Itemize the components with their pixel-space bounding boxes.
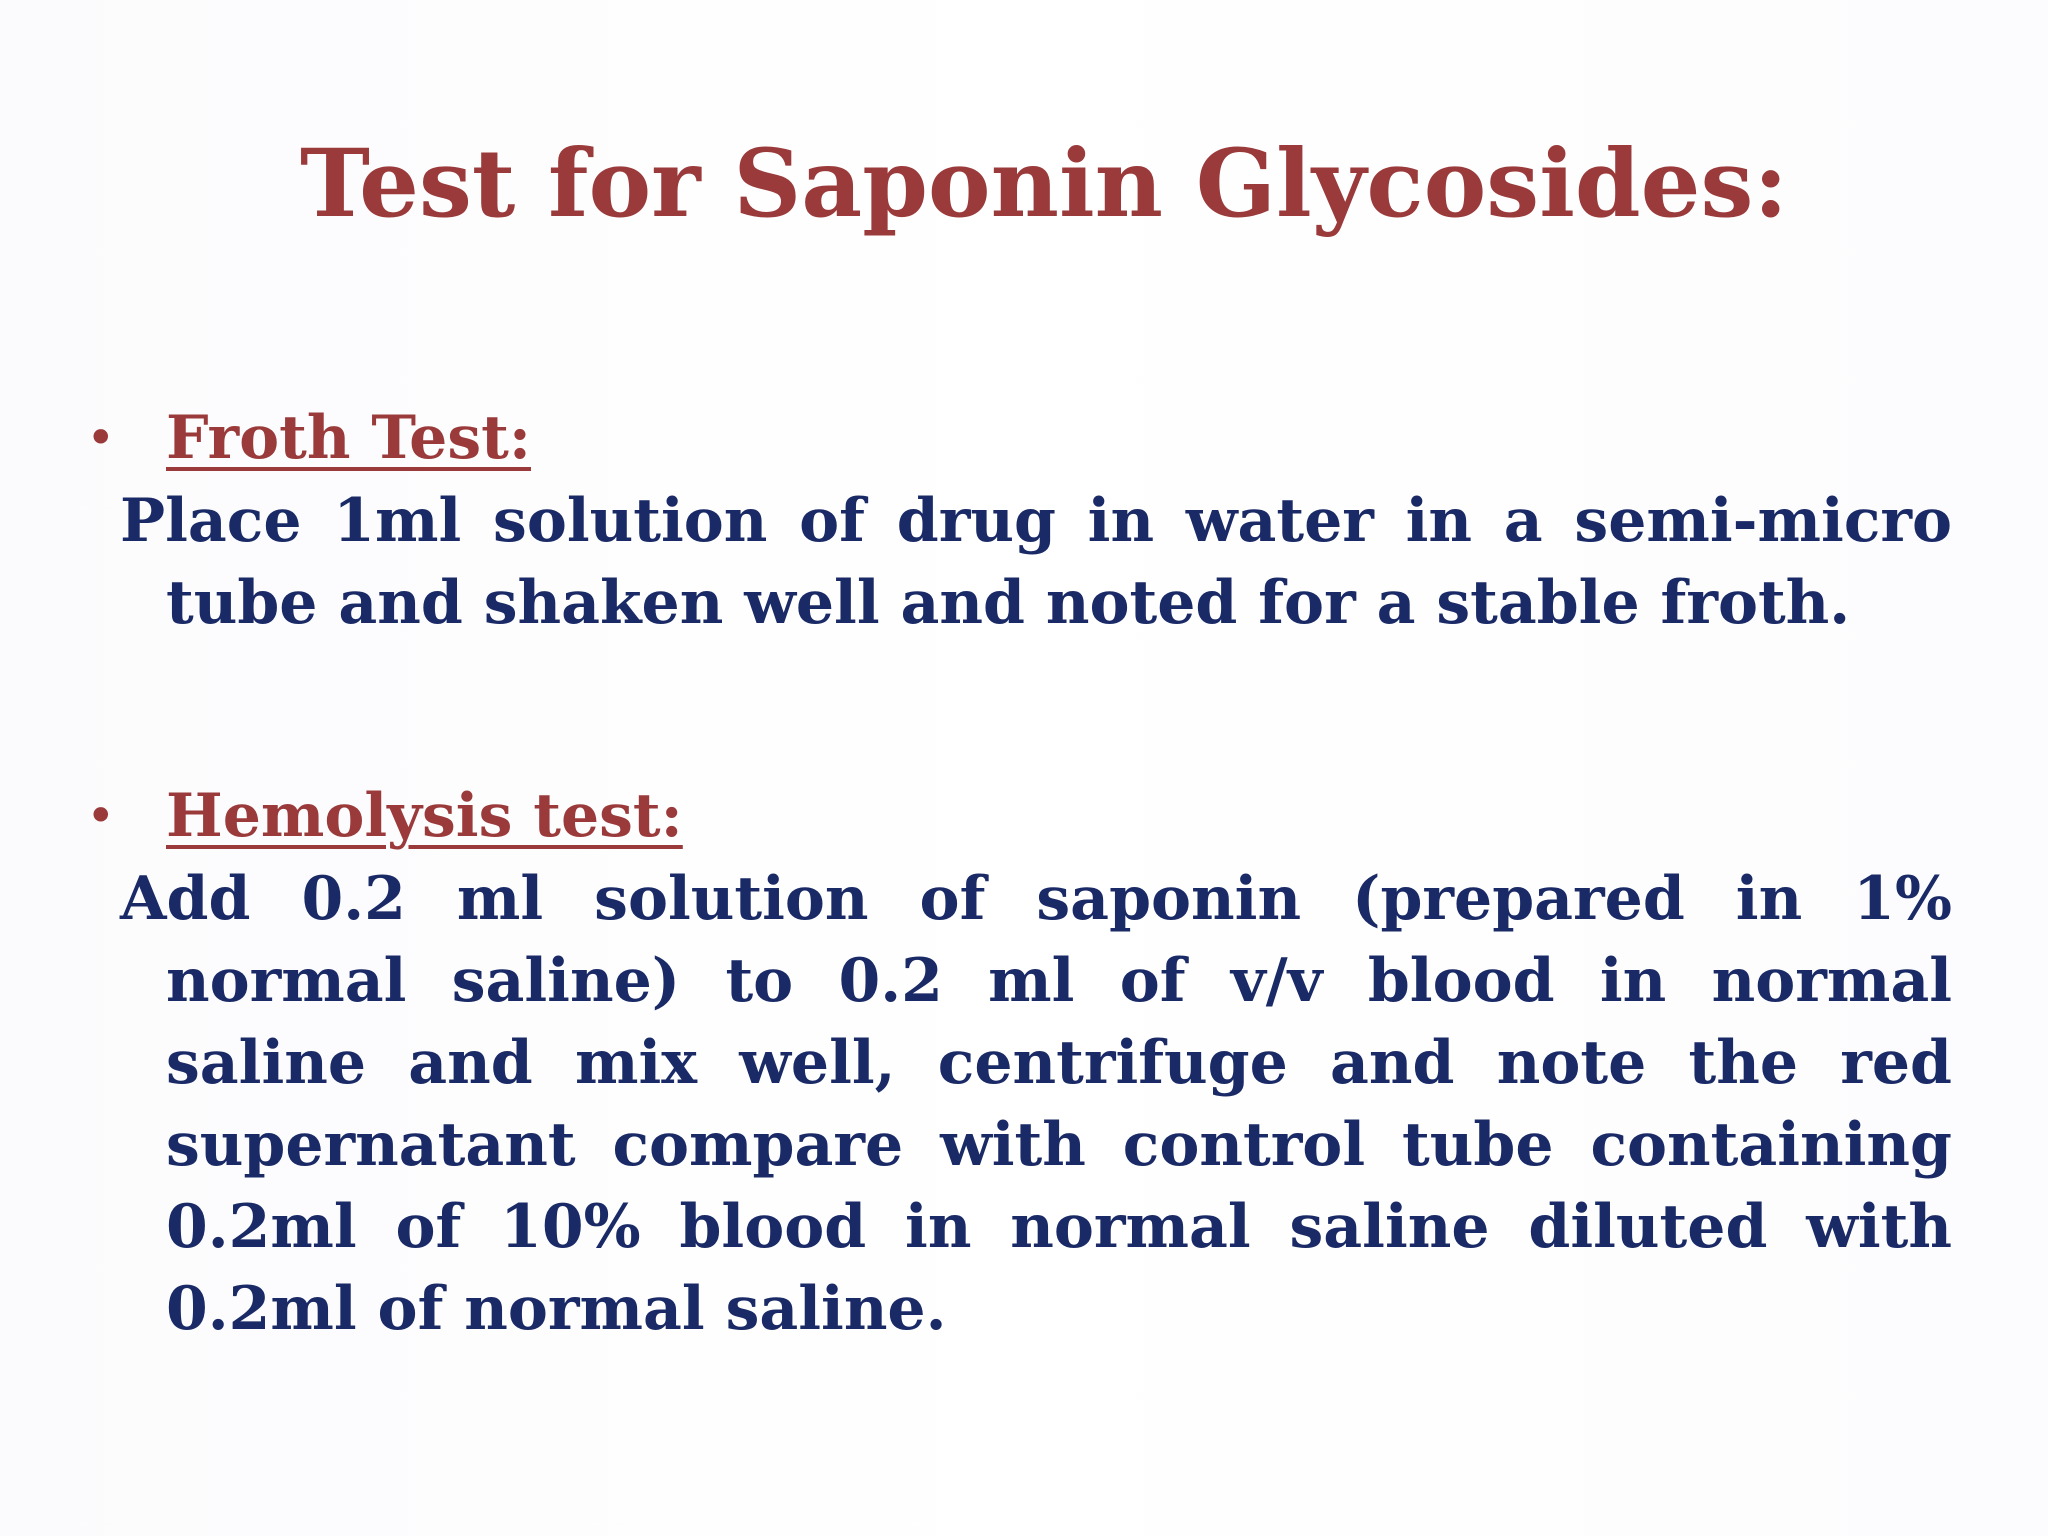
hemolysis-test-heading: Hemolysis test: bbox=[166, 781, 683, 851]
bullet-icon: • bbox=[86, 787, 116, 845]
hemolysis-test-section bbox=[0, 776, 2048, 1350]
froth-test-description: Place 1ml solution of drug in water in a semi-micro tube and shaken well and noted for a stable froth. bbox=[120, 486, 1952, 638]
froth-test-heading: Froth Test: bbox=[166, 403, 531, 473]
froth-test-section bbox=[0, 398, 2048, 644]
bullet-icon: • bbox=[86, 409, 116, 467]
hemolysis-test-bullet-row bbox=[0, 776, 2048, 856]
hemolysis-test-description: Add 0.2 ml solution of saponin (prepared in 1% normal saline) to 0.2 ml of v/v blood in normal saline and mix well, centrifuge and note the red supernatant compare with control tube containing 0.2ml of 10% blood in normal saline diluted with 0.2ml of normal saline. bbox=[120, 864, 1952, 1344]
froth-test-bullet-row bbox=[0, 398, 2048, 478]
slide-title: Test for Saponin Glycosides: bbox=[300, 129, 1789, 239]
